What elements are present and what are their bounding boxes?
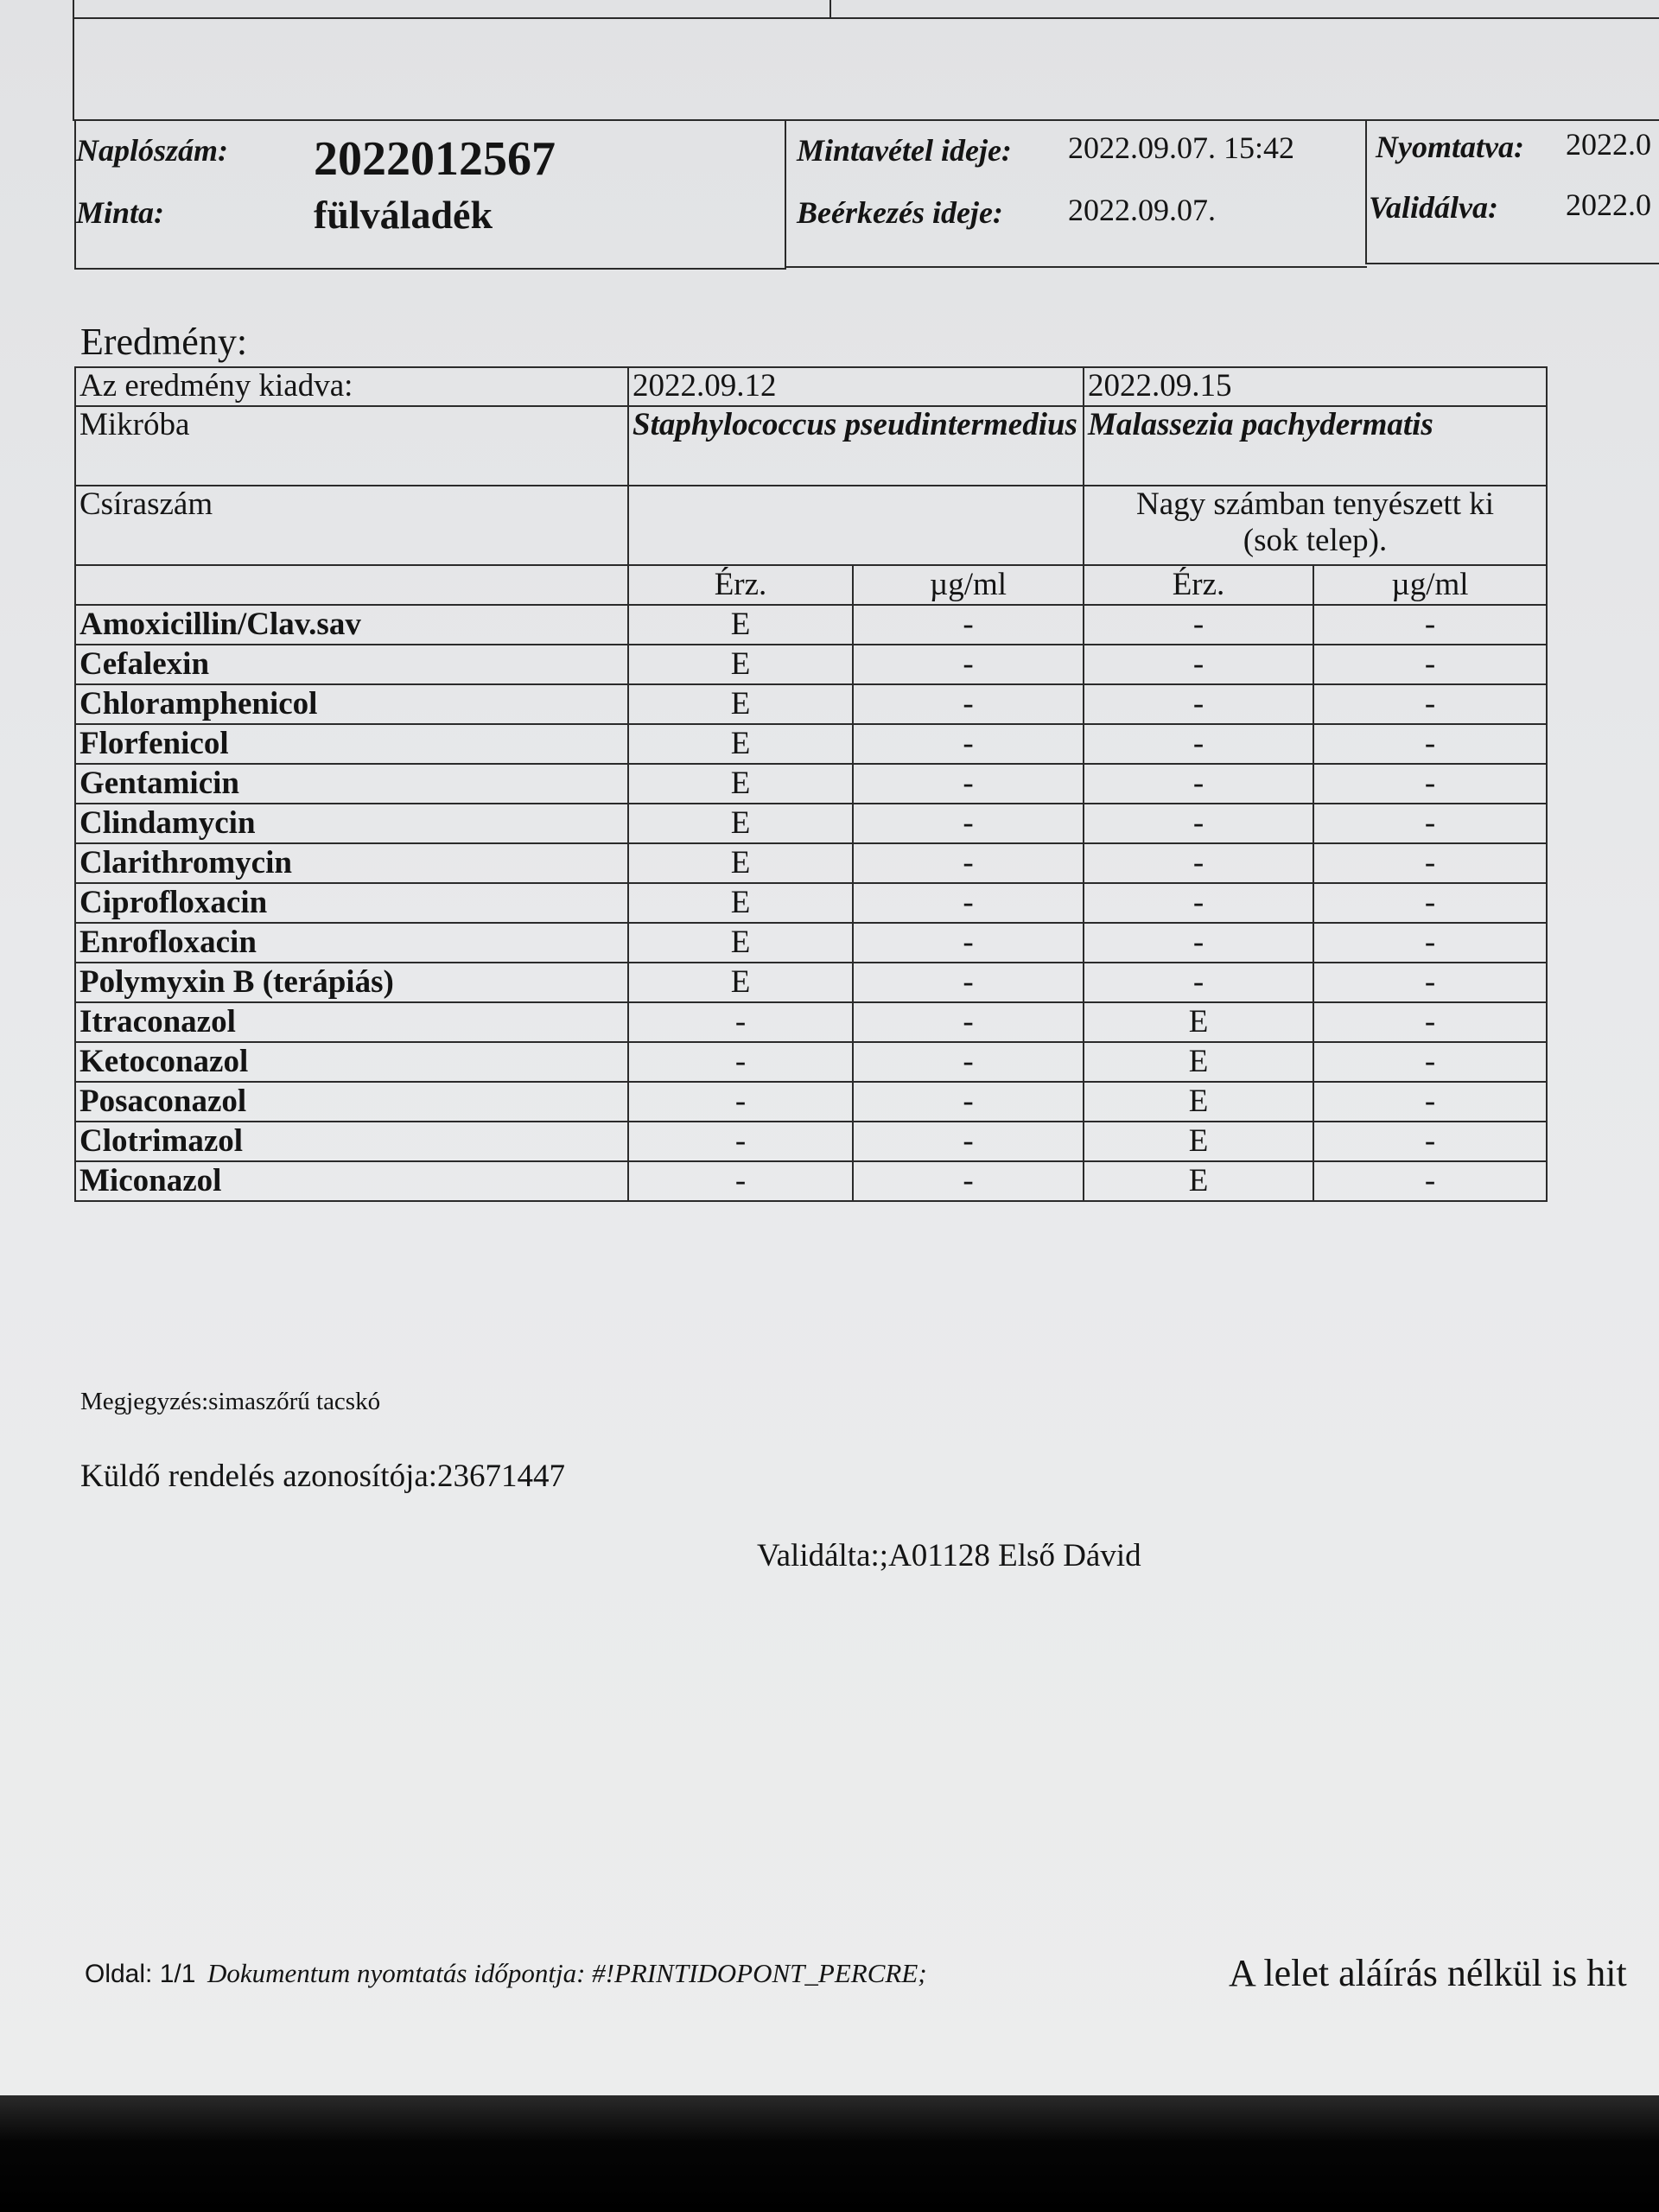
- microbe-2: Malassezia pachydermatis: [1084, 406, 1547, 486]
- table-row: [75, 1002, 1547, 1042]
- mic-1: -: [853, 963, 1084, 1002]
- sens-2: E: [1084, 1042, 1313, 1082]
- sender-id: Küldő rendelés azonosítója:23671447: [80, 1459, 566, 1494]
- table-row: [75, 1042, 1547, 1082]
- issued-label: Az eredmény kiadva:: [75, 367, 628, 406]
- sens-1: E: [628, 923, 853, 963]
- beerkezes-value: 2022.09.07.: [1068, 193, 1216, 227]
- mic-2: -: [1313, 1002, 1547, 1042]
- mic-1: -: [853, 1161, 1084, 1201]
- mic-2: -: [1313, 645, 1547, 684]
- column-header-blank: [75, 565, 628, 605]
- microbe-1: Staphylococcus pseudintermedius: [628, 406, 1084, 486]
- sens-2: -: [1084, 883, 1313, 923]
- table-row: [75, 684, 1547, 724]
- issued-date-1: 2022.09.12: [628, 367, 1084, 406]
- sens-1: E: [628, 764, 853, 804]
- sens-2: -: [1084, 605, 1313, 645]
- sens-1: -: [628, 1122, 853, 1161]
- beerkezes-label: Beérkezés ideje:: [797, 195, 1003, 230]
- mic-2: -: [1313, 804, 1547, 843]
- mic-2: -: [1313, 923, 1547, 963]
- mintavetel-value: 2022.09.07. 15:42: [1068, 130, 1295, 165]
- naplo-value: 2022012567: [314, 132, 556, 186]
- mic-1: -: [853, 1082, 1084, 1122]
- drug-name: Florfenicol: [75, 724, 628, 764]
- minta-value: fülváladék: [314, 193, 493, 237]
- col-mic-1: µg/ml: [853, 565, 1084, 605]
- sens-2: -: [1084, 764, 1313, 804]
- table-row: [75, 724, 1547, 764]
- table-row: [75, 804, 1547, 843]
- nyomtatva-label: Nyomtatva:: [1376, 130, 1524, 164]
- sens-2: E: [1084, 1122, 1313, 1161]
- microbe-row: [75, 406, 1547, 486]
- top-box-bottom-border: [73, 17, 1659, 19]
- col-mic-2: µg/ml: [1313, 565, 1547, 605]
- sens-2: -: [1084, 923, 1313, 963]
- sens-2: -: [1084, 645, 1313, 684]
- microbe-label: Mikróba: [75, 406, 628, 486]
- sens-1: E: [628, 605, 853, 645]
- sens-2: E: [1084, 1082, 1313, 1122]
- drug-name: Enrofloxacin: [75, 923, 628, 963]
- mic-2: -: [1313, 963, 1547, 1002]
- sens-2: E: [1084, 1002, 1313, 1042]
- sens-1: -: [628, 1042, 853, 1082]
- drug-name: Ketoconazol: [75, 1042, 628, 1082]
- sens-1: E: [628, 804, 853, 843]
- sens-2: -: [1084, 724, 1313, 764]
- note-text: Megjegyzés:simaszőrű tacskó: [80, 1388, 381, 1415]
- mic-1: -: [853, 724, 1084, 764]
- drug-name: Cefalexin: [75, 645, 628, 684]
- drug-name: Miconazol: [75, 1161, 628, 1201]
- mic-1: -: [853, 1122, 1084, 1161]
- drug-name: Posaconazol: [75, 1082, 628, 1122]
- sens-2: -: [1084, 804, 1313, 843]
- mic-2: -: [1313, 684, 1547, 724]
- drug-name: Clarithromycin: [75, 843, 628, 883]
- mic-2: -: [1313, 1161, 1547, 1201]
- minta-label: Minta:: [76, 195, 165, 230]
- sens-1: E: [628, 963, 853, 1002]
- mic-2: -: [1313, 883, 1547, 923]
- print-time: Dokumentum nyomtatás időpontja: #!PRINTIDOPONT_PERCRE;: [207, 1958, 927, 1988]
- mic-1: -: [853, 684, 1084, 724]
- drug-name: Chloramphenicol: [75, 684, 628, 724]
- validated-by: Validálta:;A01128 Első Dávid: [757, 1538, 1141, 1573]
- count-label: Csíraszám: [75, 486, 628, 565]
- drug-name: Ciprofloxacin: [75, 883, 628, 923]
- table-row: [75, 1082, 1547, 1122]
- sens-2: E: [1084, 1161, 1313, 1201]
- result-table: [74, 366, 1548, 1202]
- drug-name: Gentamicin: [75, 764, 628, 804]
- sens-2: -: [1084, 684, 1313, 724]
- count-2: Nagy számban tenyészett ki (sok telep).: [1084, 486, 1547, 565]
- drug-name: Amoxicillin/Clav.sav: [75, 605, 628, 645]
- mic-1: -: [853, 843, 1084, 883]
- drug-name: Clindamycin: [75, 804, 628, 843]
- mic-1: -: [853, 605, 1084, 645]
- mic-1: -: [853, 804, 1084, 843]
- drug-name: Clotrimazol: [75, 1122, 628, 1161]
- table-row: [75, 645, 1547, 684]
- mintavetel-label: Mintavétel ideje:: [797, 133, 1012, 168]
- mic-1: -: [853, 923, 1084, 963]
- column-header-row: [75, 565, 1547, 605]
- mic-1: -: [853, 1002, 1084, 1042]
- mic-1: -: [853, 1042, 1084, 1082]
- mic-2: -: [1313, 764, 1547, 804]
- issued-row: [75, 367, 1547, 406]
- dark-background: [0, 2095, 1659, 2212]
- drug-name: Itraconazol: [75, 1002, 628, 1042]
- col-sens-2: Érz.: [1084, 565, 1313, 605]
- sens-1: E: [628, 843, 853, 883]
- mic-1: -: [853, 764, 1084, 804]
- mic-1: -: [853, 645, 1084, 684]
- validalva-label: Validálva:: [1369, 190, 1498, 225]
- sens-1: E: [628, 724, 853, 764]
- table-row: [75, 923, 1547, 963]
- table-row: [75, 605, 1547, 645]
- sens-1: E: [628, 883, 853, 923]
- issued-date-2: 2022.09.15: [1084, 367, 1547, 406]
- table-row: [75, 963, 1547, 1002]
- mic-2: -: [1313, 1122, 1547, 1161]
- signature-note: A lelet aláírás nélkül is hit: [1229, 1952, 1627, 1994]
- sens-2: -: [1084, 963, 1313, 1002]
- col-sens-1: Érz.: [628, 565, 853, 605]
- mic-2: -: [1313, 724, 1547, 764]
- sens-1: -: [628, 1082, 853, 1122]
- mic-2: -: [1313, 1082, 1547, 1122]
- validalva-value: 2022.0: [1566, 188, 1651, 222]
- drug-name: Polymyxin B (terápiás): [75, 963, 628, 1002]
- table-row: [75, 843, 1547, 883]
- page-number: Oldal: 1/1: [85, 1960, 196, 1988]
- top-box-divider: [830, 0, 831, 19]
- table-row: [75, 1122, 1547, 1161]
- result-title: Eredmény:: [80, 321, 248, 363]
- mic-1: -: [853, 883, 1084, 923]
- sens-1: -: [628, 1002, 853, 1042]
- table-row: [75, 764, 1547, 804]
- sens-1: -: [628, 1161, 853, 1201]
- mic-2: -: [1313, 843, 1547, 883]
- count-row: [75, 486, 1547, 565]
- sens-1: E: [628, 684, 853, 724]
- mic-2: -: [1313, 1042, 1547, 1082]
- mic-2: -: [1313, 605, 1547, 645]
- table-row: [75, 883, 1547, 923]
- table-row: [75, 1161, 1547, 1201]
- sens-1: E: [628, 645, 853, 684]
- naplo-label: Naplószám:: [76, 133, 229, 168]
- sens-2: -: [1084, 843, 1313, 883]
- nyomtatva-value: 2022.0: [1566, 127, 1651, 162]
- count-1: [628, 486, 1084, 565]
